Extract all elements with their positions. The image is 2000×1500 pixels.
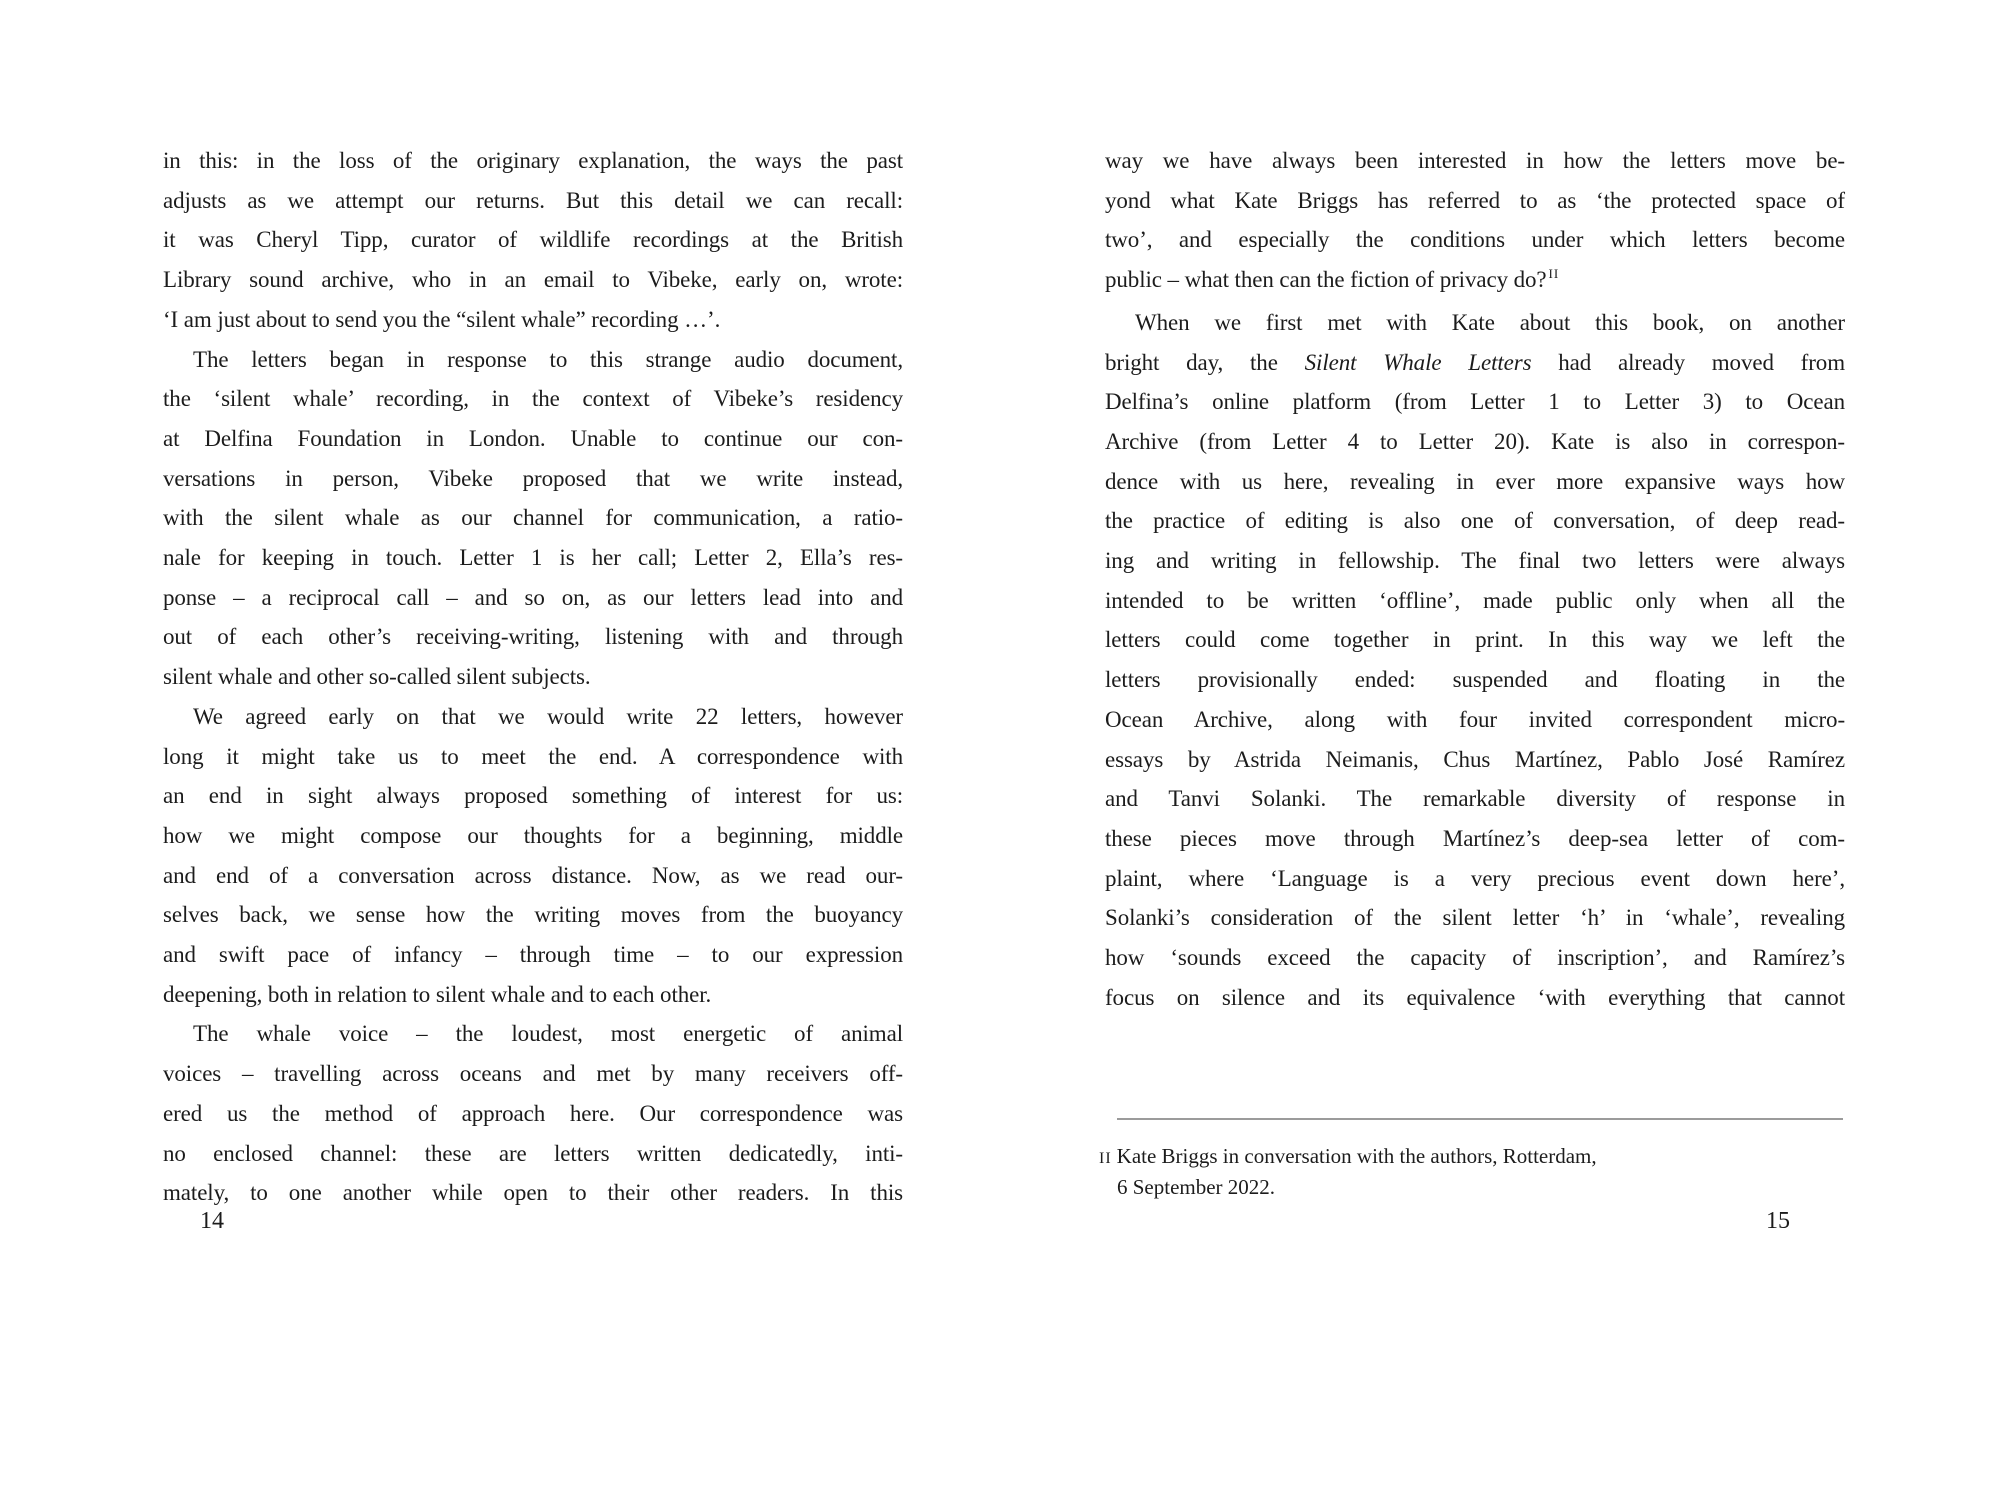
text-line: ing and writing in fellowship. The final two letters were always: [1105, 548, 1845, 574]
text-line: at Delfina Foundation in London. Unable to continue our con-: [163, 425, 903, 451]
text-line: letters could come together in print. In this way we left the: [1105, 627, 1845, 653]
text-line: bright day, the Silent Whale Letters had already moved from: [1105, 349, 1845, 375]
text-line: in this: in the loss of the originary explanation, the ways the past: [163, 148, 903, 173]
page-number-right: 15: [1766, 1208, 1790, 1234]
text-line: Library sound archive, who in an email to Vibeke, early on, wrote:: [163, 267, 903, 293]
text-line: ponse – a reciprocal call – and so on, as our letters lead into and: [163, 584, 903, 610]
text-line: silent whale and other so-called silent subjects.: [163, 664, 591, 690]
text-line: how ‘sounds exceed the capacity of inscription’, and Ramírez’s: [1105, 945, 1845, 971]
text-line: The letters began in response to this strange audio document,: [193, 346, 903, 372]
footnote-marker: II: [1099, 1150, 1112, 1167]
text-line: focus on silence and its equivalence ‘with everything that cannot: [1105, 984, 1845, 1010]
text-line: letters provisionally ended: suspended and floating in the: [1105, 667, 1845, 693]
text-line: yond what Kate Briggs has referred to as ‘the protected space of: [1105, 187, 1845, 213]
text-line: long it might take us to meet the end. A correspondence with: [163, 743, 903, 769]
text-line: public – what then can the fiction of privacy do? $^{II}$: [1105, 266, 1560, 293]
text-line: and Tanvi Solanki. The remarkable diversity of response in: [1105, 786, 1845, 812]
text-line: Ocean Archive, along with four invited correspondent micro-: [1105, 706, 1845, 732]
footnote-text: Kate Briggs in conversation with the authors, Rotterdam,: [1116, 1144, 1597, 1168]
footnote-reference: II: [1548, 266, 1560, 282]
left-page-text-column: [163, 141, 903, 1213]
text-line: Solanki’s consideration of the silent letter ‘h’ in ‘whale’, revealing: [1105, 905, 1845, 931]
text-line: the practice of editing is also one of conversation, of deep read-: [1105, 508, 1845, 534]
text-line: mately, to one another while open to their other readers. In this: [163, 1180, 903, 1206]
text-line: and end of a conversation across distance. Now, as we read our-: [163, 862, 903, 888]
text-line: versations in person, Vibeke proposed that we write instead,: [163, 465, 903, 491]
text-line: The whale voice – the loudest, most energetic of animal: [193, 1021, 903, 1047]
right-page-text-column: [1105, 141, 1845, 1017]
footnote: [1099, 1142, 1843, 1201]
italic-title: Silent Whale Letters: [1304, 349, 1532, 375]
text-line: way we have always been interested in how the letters move be-: [1105, 148, 1845, 173]
text-line: these pieces move through Martínez’s deep-sea letter of com-: [1105, 825, 1845, 851]
text-line: and swift pace of infancy – through time – to our expression: [163, 942, 903, 968]
text-line: ‘I am just about to send you the “silent whale” recording …’.: [163, 306, 721, 332]
text-line: out of each other’s receiving-writing, listening with and through: [163, 624, 903, 650]
text-line: essays by Astrida Neimanis, Chus Martínez, Pablo José Ramírez: [1105, 746, 1845, 772]
text-line: how we might compose our thoughts for a beginning, middle: [163, 822, 903, 848]
text-line: it was Cheryl Tipp, curator of wildlife recordings at the British: [163, 227, 903, 253]
footnote-divider-rule: [1117, 1118, 1843, 1120]
text-line: two’, and especially the conditions under which letters become: [1105, 227, 1845, 253]
text-line: Archive (from Letter 4 to Letter 20). Kate is also in correspon-: [1105, 428, 1845, 454]
page-number-left: 14: [200, 1208, 224, 1234]
footnote-line: 6 September 2022.: [1117, 1175, 1276, 1199]
text-line: selves back, we sense how the writing moves from the buoyancy: [163, 902, 903, 928]
text-line: nale for keeping in touch. Letter 1 is her call; Letter 2, Ella’s res-: [163, 545, 903, 571]
text-line: the ‘silent whale’ recording, in the context of Vibeke’s residency: [163, 386, 903, 412]
text-line: When we first met with Kate about this book, on another: [1135, 309, 1845, 335]
text-line: deepening, both in relation to silent whale and to each other.: [163, 981, 712, 1007]
text-line: intended to be written ‘offline’, made public only when all the: [1105, 587, 1845, 613]
text-line: plaint, where ‘Language is a very precious event down here’,: [1105, 865, 1845, 891]
text-line: dence with us here, revealing in ever more expansive ways how: [1105, 468, 1845, 494]
text-line: voices – travelling across oceans and met by many receivers off-: [163, 1061, 903, 1087]
footnote-line: [1099, 1142, 1843, 1173]
text-line: We agreed early on that we would write 22 letters, however: [193, 703, 903, 729]
text-line: an end in sight always proposed something of interest for us:: [163, 783, 903, 809]
text-line: with the silent whale as our channel for communication, a ratio-: [163, 505, 903, 531]
text-line: adjusts as we attempt our returns. But this detail we can recall:: [163, 187, 903, 213]
text-line: no enclosed channel: these are letters written dedicatedly, inti-: [163, 1140, 903, 1166]
text-line: Delfina’s online platform (from Letter 1 to Letter 3) to Ocean: [1105, 389, 1845, 415]
text-line: ered us the method of approach here. Our correspondence was: [163, 1100, 903, 1126]
